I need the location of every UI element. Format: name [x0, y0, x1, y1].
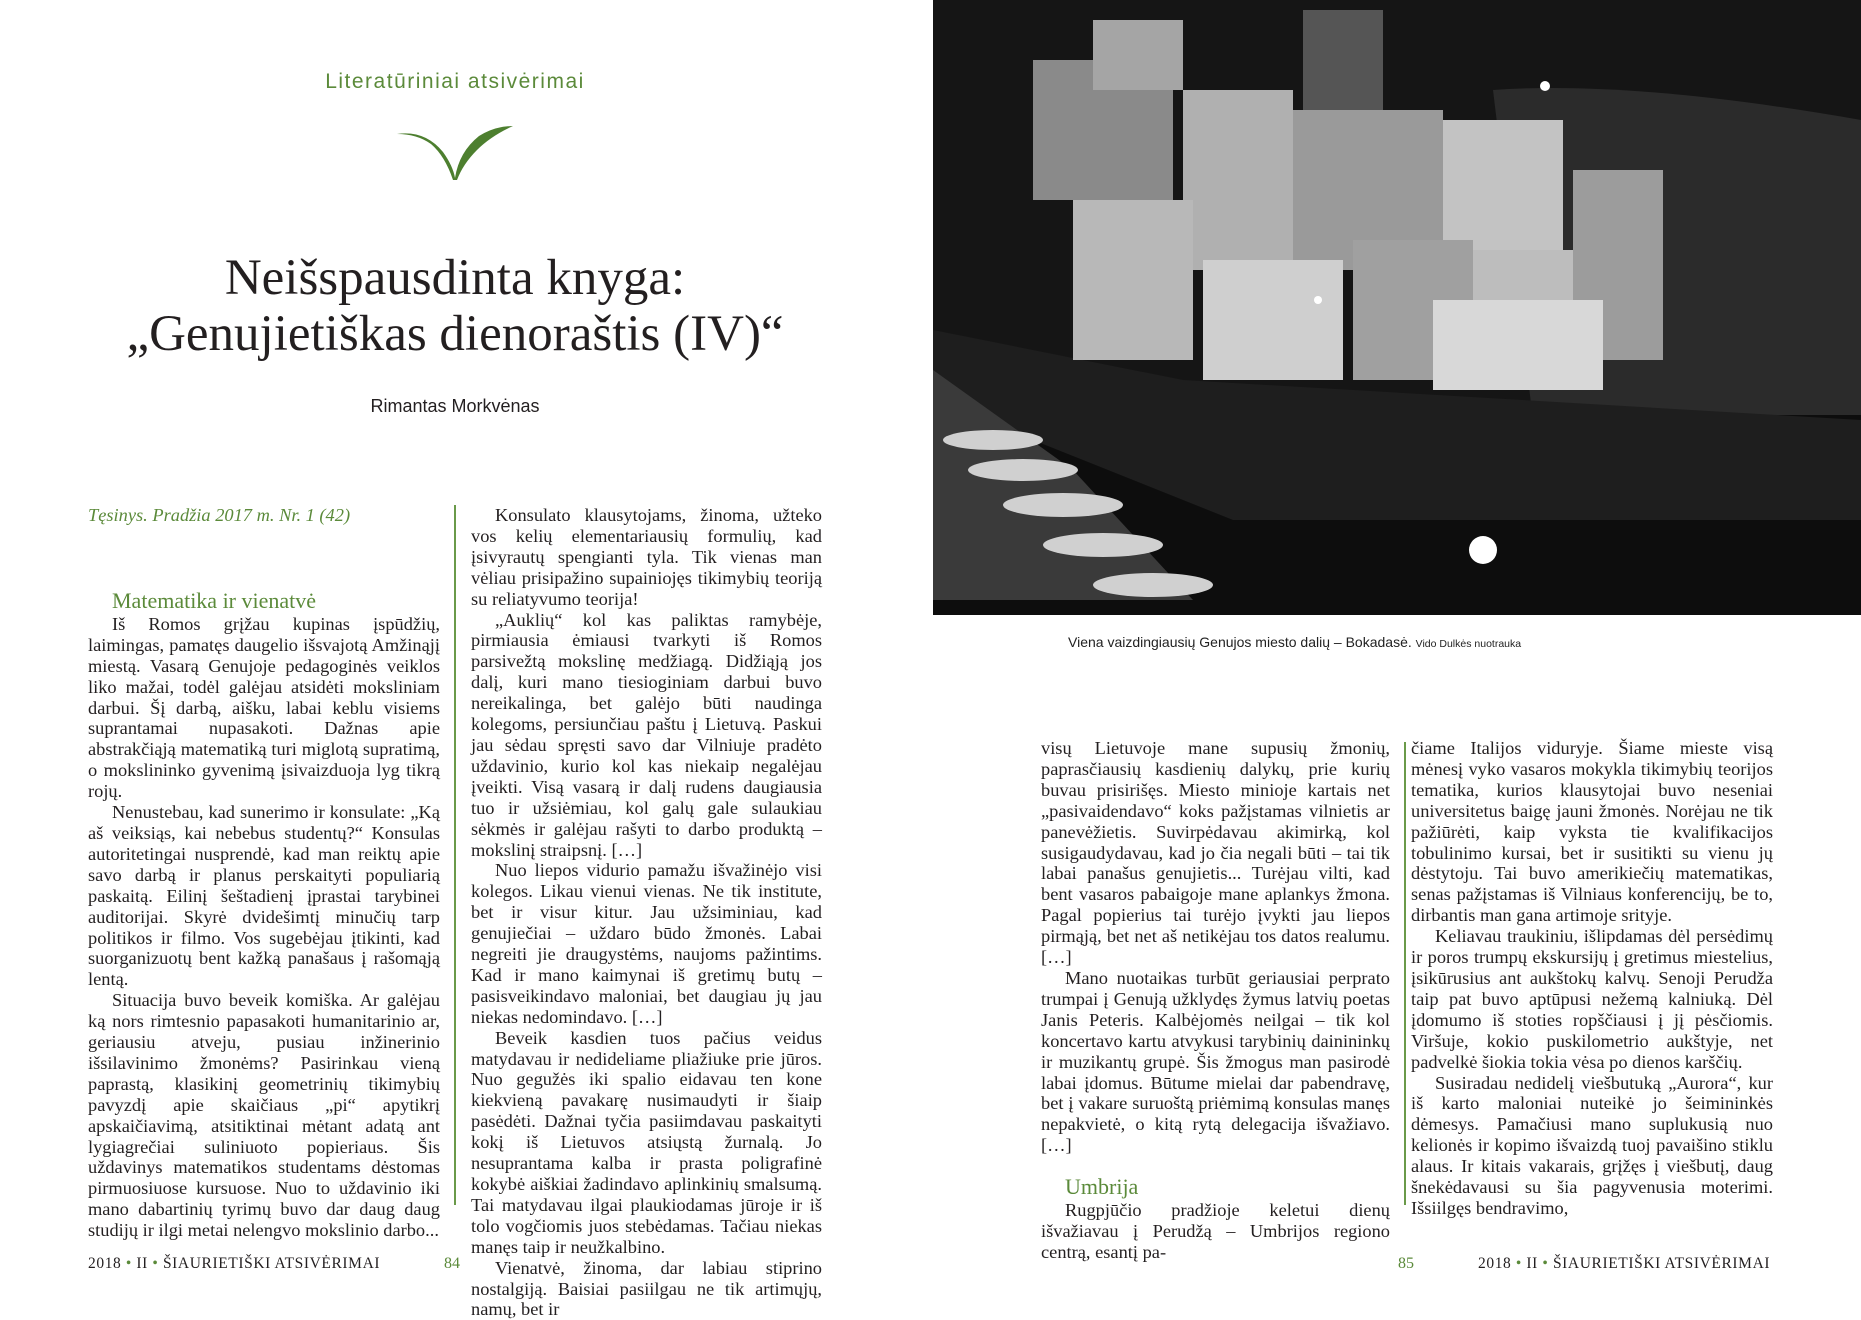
title-line-1: Neišspausdinta knyga:: [224, 250, 686, 306]
photo-illustration: [933, 0, 1861, 615]
paragraph: Keliavau traukiniu, išlipdamas dėl persėdimų ir poros trumpų ekskursijų į gretimus miestelius, įsikūrusius ant aukštokų kalvų. Senoji Perudža taip pat buvo aptūpusi nežemą kalniuką. Dėl įdomumo iš stoties ropščiausi į jį pėsčiomis. Viršuje, kokio puskilometrio aukštyje, net padvelkė šiokia tokia vėsa po dienos karščių.: [1411, 926, 1773, 1072]
footer-issue: II: [1526, 1255, 1538, 1272]
article-title: [100, 250, 810, 362]
paragraph: Konsulato klausytojams, žinoma, užteko vos kelių elementariausių formulių, kad įsivyrautų spengianti tyla. Tik vienas man vėliau prisipažino supainiojęs tikimybių teoriją su reliatyvumo teorija!: [471, 505, 822, 609]
footer-journal: ŠIAURIETIŠKI ATSIVĖRIMAI: [1552, 1255, 1771, 1272]
page-number-85: 85: [1398, 1255, 1414, 1272]
footer-year: 2018: [88, 1255, 122, 1272]
paragraph: Beveik kasdien tuos pačius veidus matydavau ir nedideliame pliažiuke prie jūros. Nuo gegužės iki spalio eidavau ten kone kiekvieną pavakarę nusimaudyti ir šiaip pasėdėti. Dažnai tyčia pasiimdavau paskaityti kokį iš Lietuvos atsiųstą žurnalą. Jo nesuprantama kalba ir prasta poligrafinė kokybė aiškiai žadindavo aplinkinių smalsumą. Tai matydavau ilgai plaukiodamas jūroje ir iš tolo vogčiomis juos stebėdamas. Tačiau niekas manęs taip ir neužkalbino.: [471, 1027, 822, 1257]
column-3: [1041, 738, 1390, 1263]
paragraph: Nenustebau, kad sunerimo ir konsulate: „Ką aš veiksiąs, kai nebebus studentų?“ Konsulas autoritetingai nusprendė, kad man reiktų apie savo darbą ir planus perskaityti populiarią paskaitą. Eilinį šeštadienį įprastai tarybinei auditorijai. Skyrė dvidešimtį minučių tarp politikos ir filmo. Vos sugebėjau įtikinti, kad suorganizuotų bent kažką panašaus į rašomąją lentą.: [88, 802, 440, 990]
journal-logo-icon: [395, 122, 515, 182]
photo-boccadasse: [933, 0, 1861, 615]
continuation-note: Tęsinys. Pradžia 2017 m. Nr. 1 (42): [88, 505, 351, 525]
paragraph: Nuo liepos vidurio pamažu išvažinėjo visi kolegos. Likau vienui vienas. Ne tik institute, bet ir visur kitur. Jau užsiminiau, kad genujiečiai – uždaro būdo žmonės. Labai negreiti jie draugystėms, naujoms pažintims. Kad ir mano kaimynai iš gretimų butų – pasisveikindavo maloniai, bet daugiau jų jau niekas nedomindavo. […]: [471, 860, 822, 1027]
column-divider: [1404, 742, 1406, 1205]
paragraph: Susiradau nedidelį viešbutuką „Aurora“, kur iš karto maloniai nuteikė jo šeimininkės dėmesys. Pamačiusi mano suplukusią nuo kelionės ir kopimo išvaizdą tuoj pavaišino stiklu alaus. Ir kitais vakarais, grįžęs į viešbutį, daug šnekėdavausi su šia pagyvenusia moterimi. Išsiilgęs bendravimo,: [1411, 1072, 1773, 1218]
subheading-matematika: Matematika ir vienatvė: [112, 587, 317, 613]
paragraph: „Auklių“ kol kas paliktas ramybėje, pirmiausia ėmiausi tvarkyti iš Romos parsivežtą mokslinę medžiagą. Didžiąją jos dalį, kuri mano tiesioginiam darbui buvo nereikalinga, bet galėjo būti naudinga kolegoms, persiunčiau paštu į Lietuvą. Paskui jau sėdau spręsti savo dar Vilniuje pradėto uždavinio, kurio kol kas niekaip negalėjau įveikti. Visą vasarą ir dalį rudens daugiausia tuo ir užsiėmiau, kol galų gale sulaukiau sėkmės ir galėjau rašyti to darbo produktą – mokslinį straipsnį. […]: [471, 609, 822, 860]
photo-caption: [1068, 634, 1521, 650]
paragraph: Mano nuotaikas turbūt geriausiai perprato trumpai į Genują užklydęs žymus latvių poetas Janis Peteris. Kalbėjomės neilgai – tik kol koncertavo kartu atvykusi tarybinių dainininkų ir muzikantų grupė. Šis žmogus man pasirodė labai įdomus. Būtume mielai dar pabendravę, bet į vakare suruoštą priėmimą konsulas manęs nepakvietė, o kitą rytą delegacija išvažiavo. […]: [1041, 967, 1390, 1156]
footer-left: 2018 • II • ŠIAURIETIŠKI ATSIVĖRIMAI: [88, 1255, 381, 1272]
paragraph: Rugpjūčio pradžioje keletui dienų išvažiavau į Perudžą – Umbrijos regiono centrą, esantį pa-: [1041, 1200, 1390, 1262]
title-line-2: „Genujietiškas dienoraštis (IV)“: [126, 306, 784, 362]
footer-right: 2018 • II • ŠIAURIETIŠKI ATSIVĖRIMAI: [1478, 1255, 1771, 1272]
caption-text: Viena vaizdingiausių Genujos miesto dalių – Bokadasė.: [1068, 634, 1412, 650]
photo-credit: Vido Dulkės nuotrauka: [1415, 638, 1522, 650]
author-name: Rimantas Morkvėnas: [370, 396, 540, 416]
paragraph: Situacija buvo beveik komiška. Ar galėjau ką nors rimtesnio papasakoti humanitarinio ar, geriausiu atveju, pusiau inžinerinio išsilavinimo žmonėms? Pasirinkau vieną paprastą, klasikinį geometrinių tikimybių pavyzdį apie skaičiaus „pi“ apytikrį apskaičiavimą, atsitiktinai mėtant adatą ant lygiagrečiai suliniuoto popieriaus. Šis uždavinys matematikos studentams dėstomas pirmuosiuose kursuose. Nuo to uždavinio iki mano dabartinių tyrimų buvo dar daug daug studijų ir ilgi metai nelengvo mokslinio darbo...: [88, 990, 440, 1241]
footer-year: 2018: [1478, 1255, 1512, 1272]
column-1: [88, 505, 440, 1241]
column-divider: [454, 505, 456, 1205]
footer-journal: ŠIAURIETIŠKI ATSIVĖRIMAI: [162, 1255, 381, 1272]
paragraph: Iš Romos grįžau kupinas įspūdžių, laimingas, pamatęs daugelio išsvajotą Amžinąjį miestą. Vasarą Genujoje pedagoginės veiklos liko mažai, todėl galėjau atsidėti moksliniam darbui. Šį darbą, aišku, labai keblu visiems suprantamai nupasakoti. Dažnas apie abstrakčiąją matematiką turi miglotą supratimą, o mokslininko gyvenimą įsivaizduoja lyg tikrą rojų.: [88, 613, 440, 802]
subheading-umbrija: Umbrija: [1065, 1174, 1139, 1200]
column-2: [471, 505, 822, 1320]
footer-issue: II: [136, 1255, 148, 1272]
paragraph: Vienatvė, žinoma, dar labiau stiprino nostalgiją. Baisiai pasiilgau ne tik artimųjų, namų, bet ir: [471, 1257, 822, 1320]
paragraph: visų Lietuvoje mane supusių žmonių, paprasčiausių kasdienių dalykų, prie kurių buvau prisirišęs. Miesto minioje kartais net „pasivaidendavo“ koks pažįstamas vilnietis ar panevėžietis. Suvirpėdavau akimirką, kol susigaudydavau, kad jo čia negali būti – tai tik labai panašus genujietis... Turėjau vilti, kad bent vasaros pabaigoje mane aplankys žmona. Pagal popierius tai turėjo įvykti jau liepos pirmąją, bet net aš netikėjau tos datos realumu. […]: [1041, 738, 1390, 968]
column-4: [1411, 738, 1773, 1219]
page-number-84: 84: [444, 1255, 460, 1272]
paragraph: čiame Italijos viduryje. Šiame mieste visą mėnesį vyko vasaros mokykla tikimybių teorijos tematika, kurios klausytojai buvo neseniai universitetus baigę jauni žmonės. Norėjau ne tik pažiūrėti, kaip vyksta tie kvalifikacijos tobulinimo kursai, bet ir susitikti su vienu jų dėstytoju. Tai buvo amerikiečių matematikas, senas pažįstamas iš Vilniaus konferencijų, be to, dirbantis man gana artimoje srityje.: [1411, 738, 1773, 926]
section-kicker: Literatūriniai atsivėrimai: [325, 70, 585, 93]
